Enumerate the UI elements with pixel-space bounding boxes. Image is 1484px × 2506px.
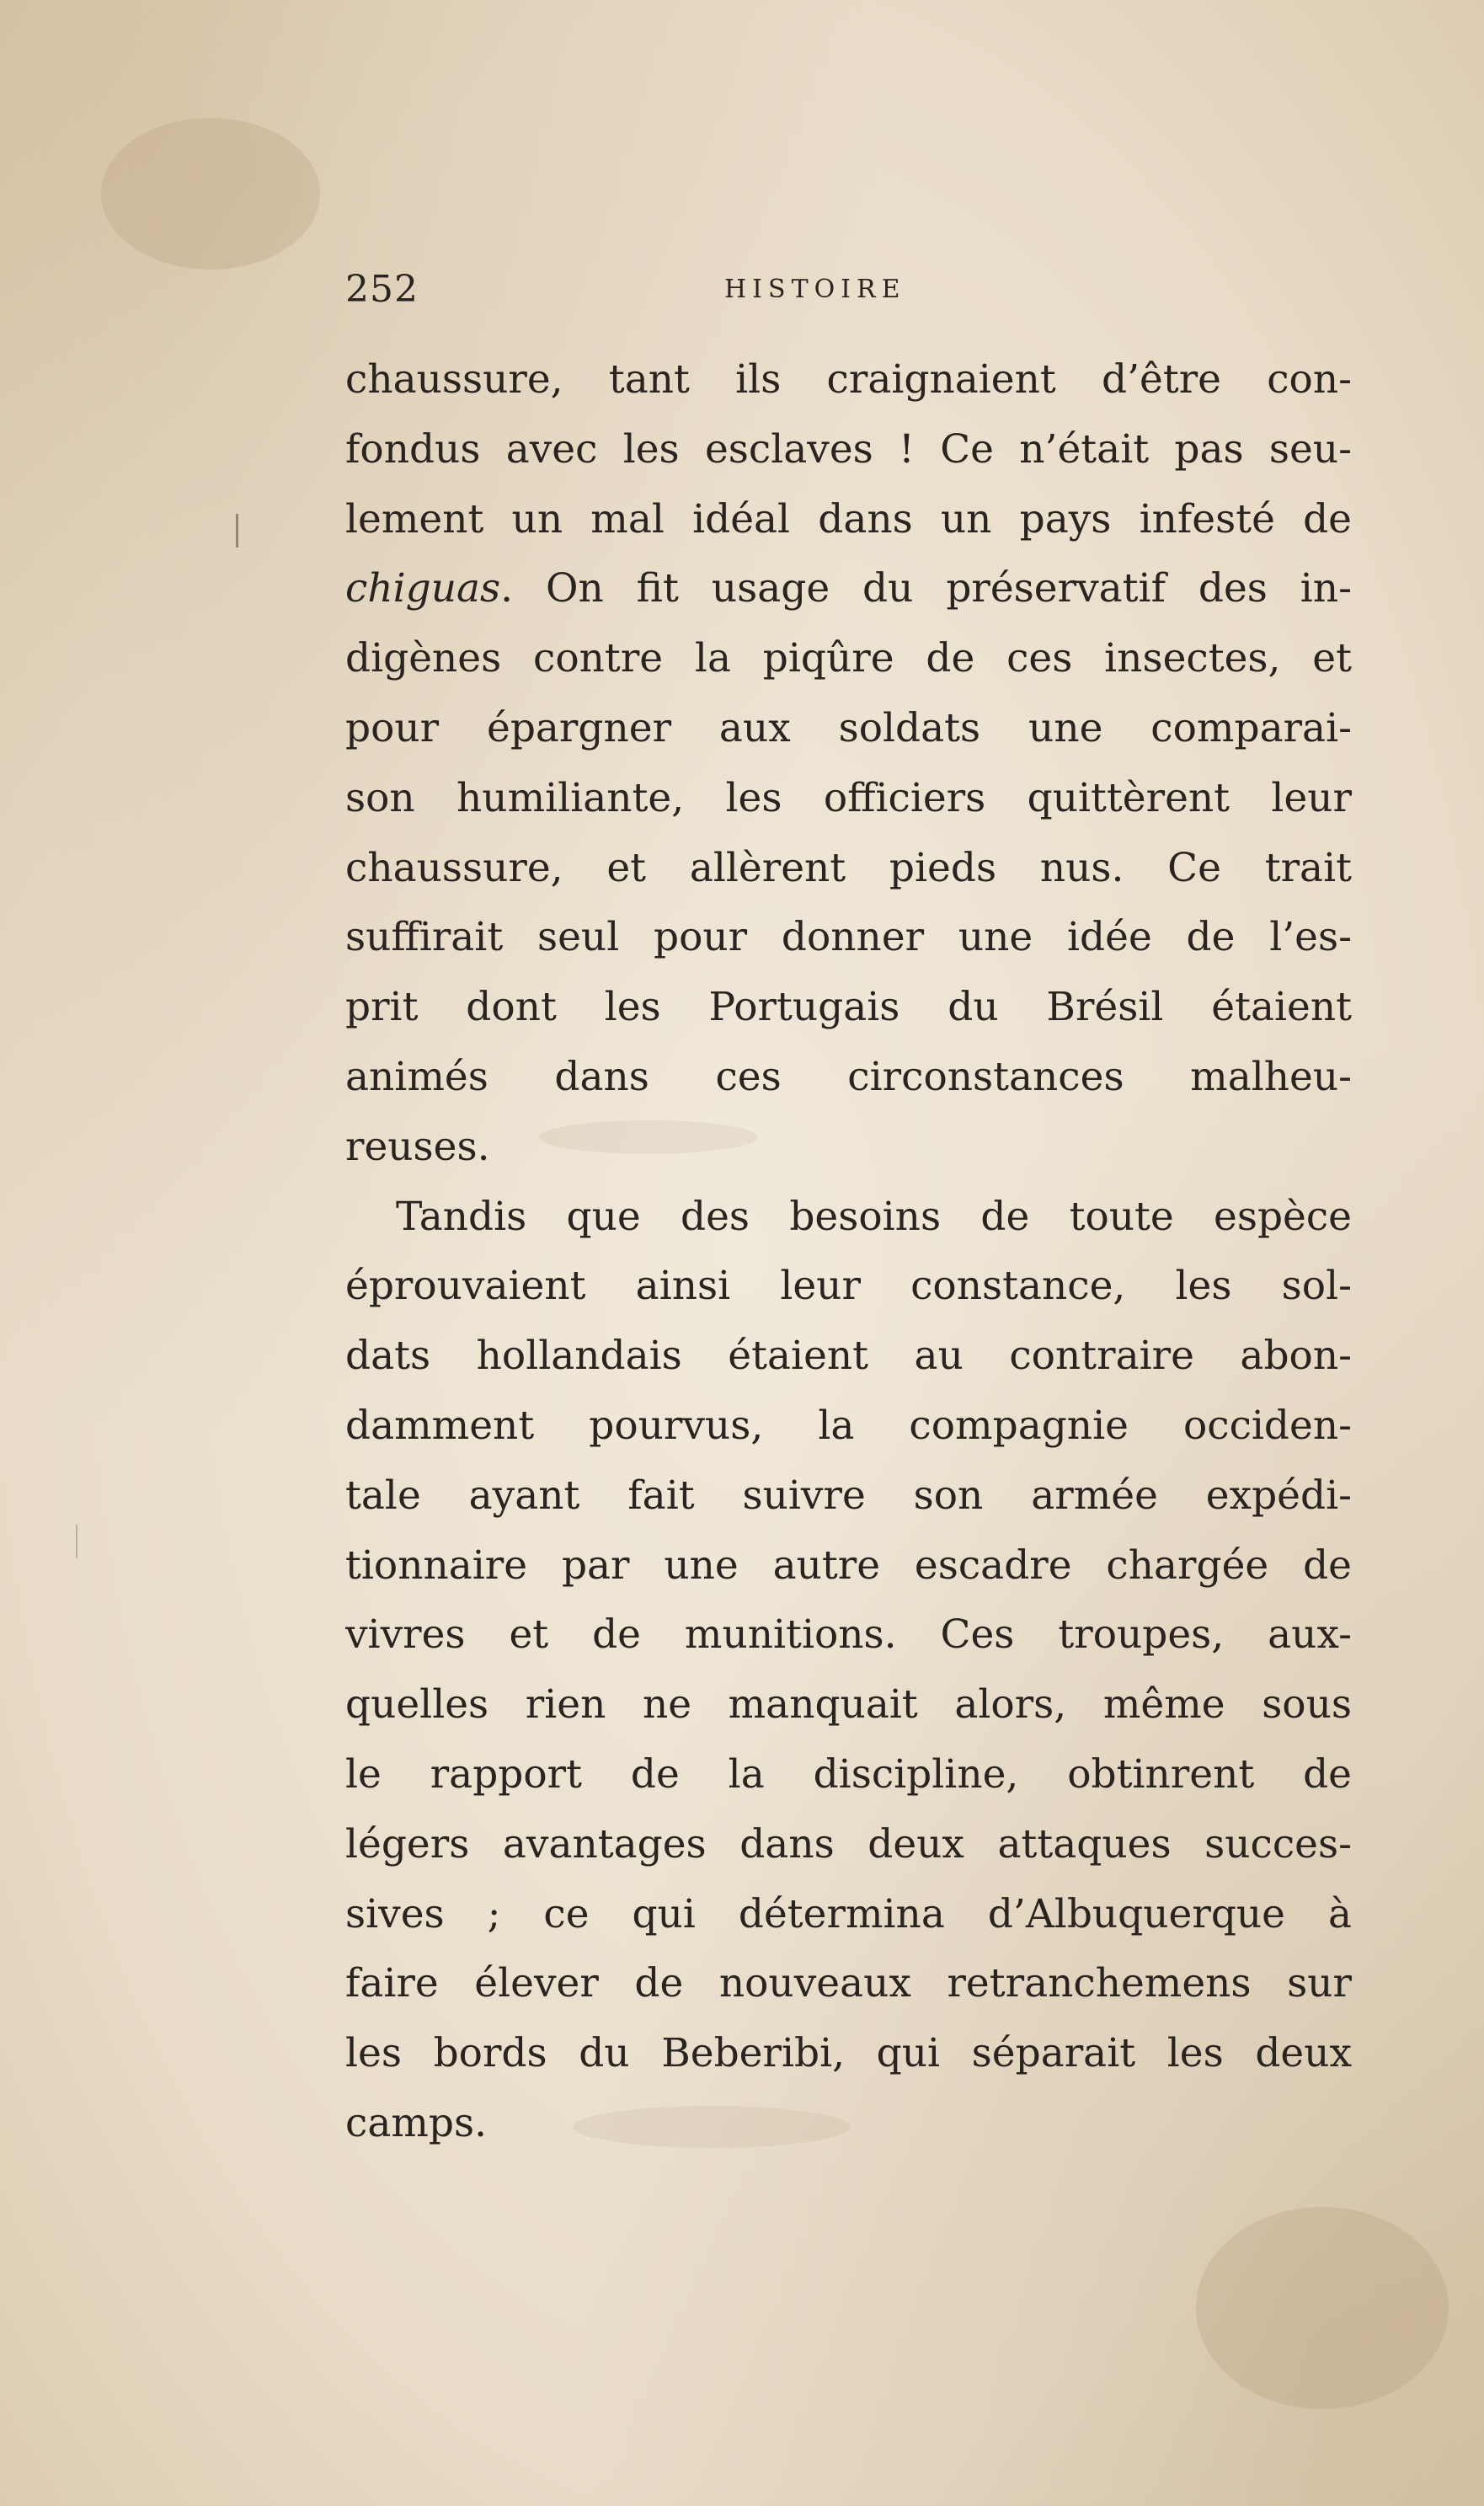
text-line: digènes contre la piqûre de ces insectes, et xyxy=(345,635,1352,682)
paper-stain xyxy=(101,118,320,270)
paragraph xyxy=(345,1183,1352,2159)
text-line: animés dans ces circonstances malheu- xyxy=(345,1053,1352,1100)
text-line: le rapport de la discipline, obtinrent de xyxy=(345,1750,1352,1798)
text-line: quelles rien ne manquait alors, même sous xyxy=(345,1681,1352,1729)
text-line: camps. xyxy=(345,2099,488,2146)
text-line: chaussure, tant ils craignaient d’être con- xyxy=(345,356,1352,403)
body-text xyxy=(345,345,1352,2159)
text-line: légers avantages dans deux attaques succes- xyxy=(345,1820,1352,1867)
text-line: tionnaire par une autre escadre chargée de xyxy=(345,1542,1352,1589)
text-line: lement un mal idéal dans un pays infesté de xyxy=(345,495,1352,542)
margin-mark xyxy=(236,514,238,548)
text-line: damment pourvus, la compagnie occiden- xyxy=(345,1402,1352,1449)
text-line: fondus avec les esclaves ! Ce n’était pas seu- xyxy=(345,425,1352,473)
text-line: son humiliante, les officiers quittèrent leur xyxy=(345,774,1352,821)
page-number: 252 xyxy=(345,268,419,311)
text-line: pour épargner aux soldats une comparai- xyxy=(345,704,1352,751)
margin-mark xyxy=(76,1525,77,1558)
italic-term: chiguas xyxy=(345,565,501,612)
text-line: les bords du Beberibi, qui séparait les deux xyxy=(345,2030,1352,2077)
text-line: dats hollandais étaient au contraire abon- xyxy=(345,1333,1352,1380)
text-line: éprouvaient ainsi leur constance, les sol- xyxy=(345,1263,1352,1310)
text-line: Tandis que des besoins de toute espèce xyxy=(396,1193,1352,1240)
text-line: tale ayant fait suivre son armée expédi- xyxy=(345,1472,1352,1519)
text-line: sives ; ce qui détermina d’Albuquerque à xyxy=(345,1890,1352,1937)
running-head xyxy=(345,268,1356,318)
text-line: faire élever de nouveaux retranchemens sur xyxy=(345,1960,1352,2007)
paragraph xyxy=(345,345,1352,1183)
text-line: vivres et de munitions. Ces troupes, aux- xyxy=(345,1611,1352,1659)
text-line: chaussure, et allèrent pieds nus. Ce trait xyxy=(345,844,1352,891)
text-line: reuses. xyxy=(345,1123,490,1170)
text-line: prit dont les Portugais du Brésil étaient xyxy=(345,984,1352,1031)
text-line: chiguas. On fit usage du préservatif des in- xyxy=(345,565,1352,612)
paper-stain xyxy=(1196,2207,1449,2409)
running-title: HISTOIRE xyxy=(724,275,906,304)
text-line: suffirait seul pour donner une idée de l’es- xyxy=(345,914,1352,961)
